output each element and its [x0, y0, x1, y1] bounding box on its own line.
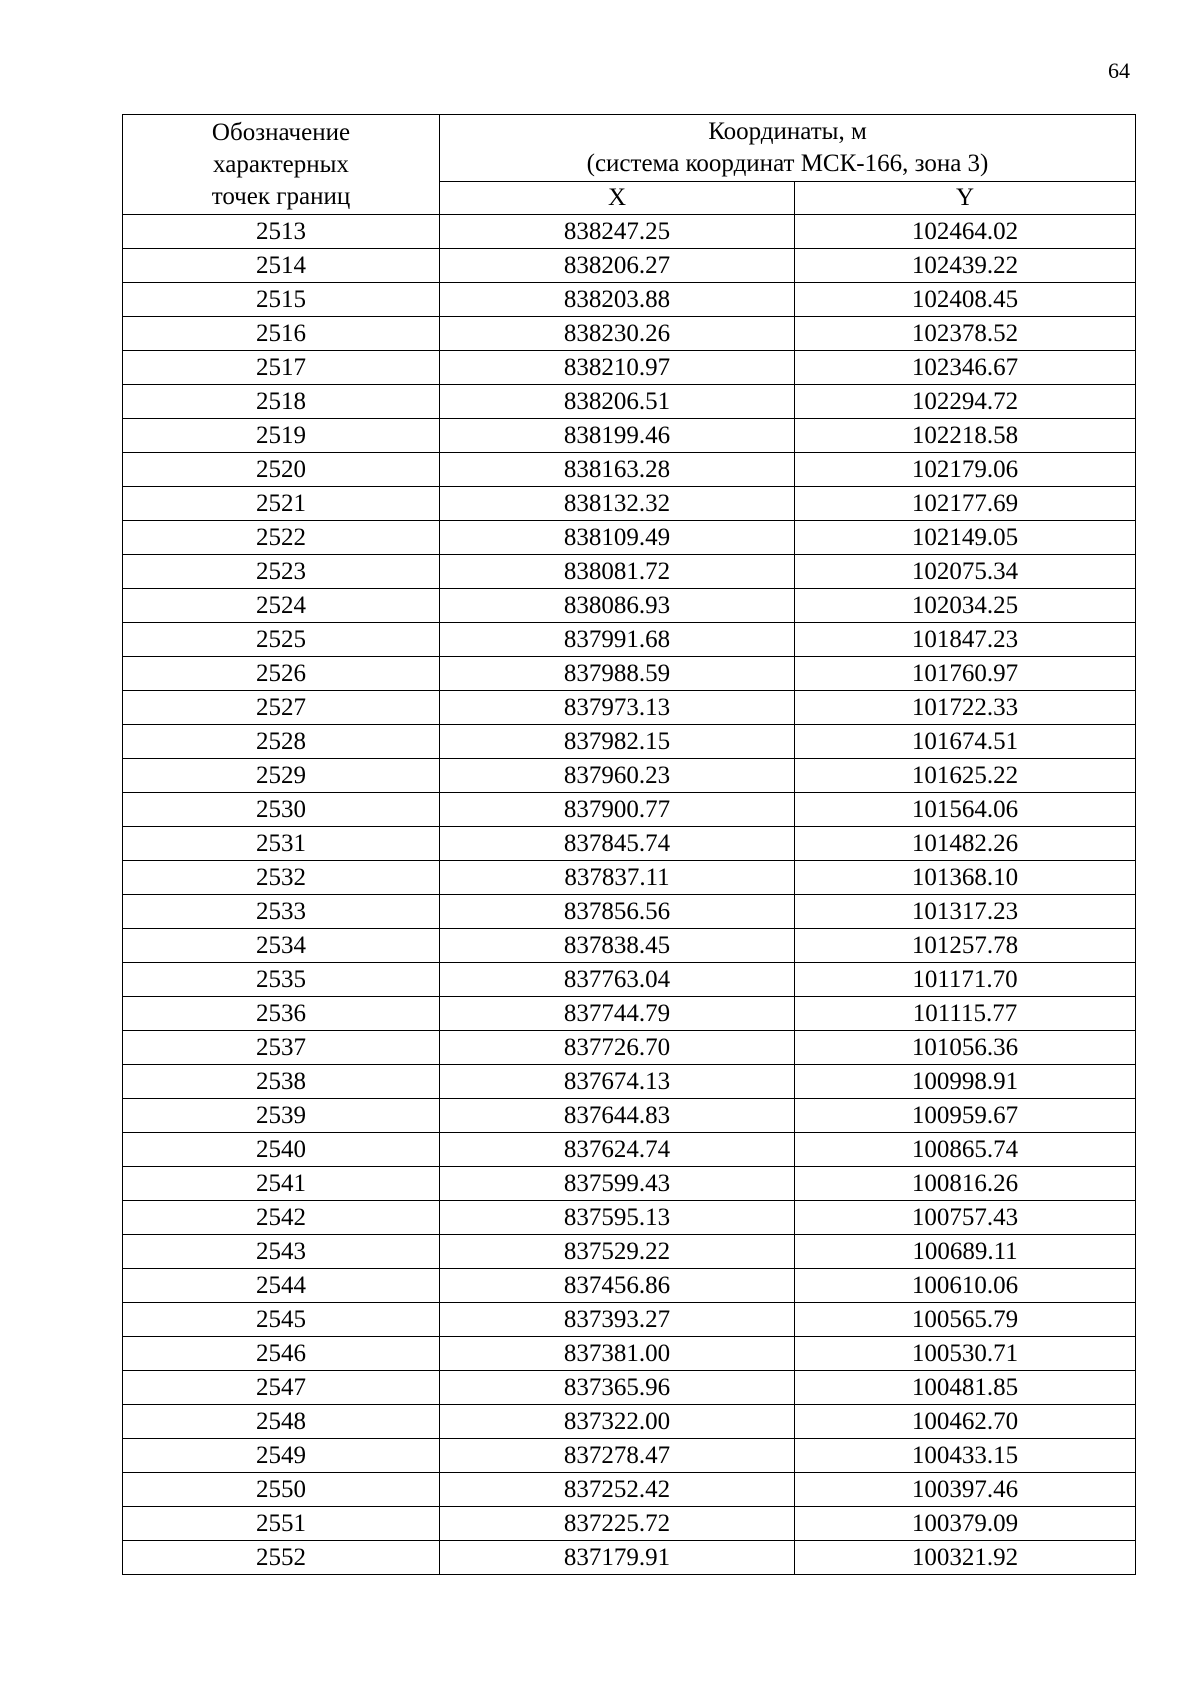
y-coordinate-cell: 100689.11 — [795, 1235, 1136, 1269]
y-coordinate-cell: 101625.22 — [795, 759, 1136, 793]
designation-header-line: Обозначение — [211, 118, 351, 146]
y-coordinate-cell: 101171.70 — [795, 963, 1136, 997]
designation-header-line: точек границ — [211, 182, 351, 210]
x-coordinate-cell: 838206.51 — [440, 385, 795, 419]
point-cell: 2535 — [123, 963, 440, 997]
y-coordinate-cell: 100530.71 — [795, 1337, 1136, 1371]
y-column-header: Y — [795, 182, 1136, 215]
table-row — [123, 1235, 1136, 1269]
coordinates-header — [440, 115, 1136, 182]
x-coordinate-cell: 837838.45 — [440, 929, 795, 963]
x-coordinate-cell: 838247.25 — [440, 215, 795, 249]
table-row — [123, 385, 1136, 419]
point-cell: 2525 — [123, 623, 440, 657]
table-row — [123, 963, 1136, 997]
point-cell: 2550 — [123, 1473, 440, 1507]
point-cell: 2524 — [123, 589, 440, 623]
point-cell: 2515 — [123, 283, 440, 317]
point-cell: 2529 — [123, 759, 440, 793]
y-coordinate-cell: 100397.46 — [795, 1473, 1136, 1507]
point-cell: 2541 — [123, 1167, 440, 1201]
x-coordinate-cell: 837726.70 — [440, 1031, 795, 1065]
y-coordinate-cell: 102378.52 — [795, 317, 1136, 351]
table-row — [123, 589, 1136, 623]
point-cell: 2552 — [123, 1541, 440, 1575]
x-coordinate-cell: 837599.43 — [440, 1167, 795, 1201]
y-coordinate-cell: 100462.70 — [795, 1405, 1136, 1439]
point-cell: 2523 — [123, 555, 440, 589]
point-cell: 2542 — [123, 1201, 440, 1235]
x-coordinate-cell: 838081.72 — [440, 555, 795, 589]
y-coordinate-cell: 101674.51 — [795, 725, 1136, 759]
x-coordinate-cell: 837252.42 — [440, 1473, 795, 1507]
y-coordinate-cell: 101847.23 — [795, 623, 1136, 657]
point-cell: 2546 — [123, 1337, 440, 1371]
x-coordinate-cell: 837856.56 — [440, 895, 795, 929]
x-coordinate-cell: 837393.27 — [440, 1303, 795, 1337]
y-coordinate-cell: 102075.34 — [795, 555, 1136, 589]
point-cell: 2527 — [123, 691, 440, 725]
table-row — [123, 793, 1136, 827]
point-cell: 2551 — [123, 1507, 440, 1541]
y-coordinate-cell: 101317.23 — [795, 895, 1136, 929]
x-coordinate-cell: 837991.68 — [440, 623, 795, 657]
designation-header-line: характерных — [213, 150, 349, 178]
y-coordinate-cell: 102408.45 — [795, 283, 1136, 317]
table-row — [123, 895, 1136, 929]
table-row — [123, 1439, 1136, 1473]
x-coordinate-cell: 837744.79 — [440, 997, 795, 1031]
point-cell: 2539 — [123, 1099, 440, 1133]
x-coordinate-cell: 837179.91 — [440, 1541, 795, 1575]
point-cell: 2517 — [123, 351, 440, 385]
table-row — [123, 1099, 1136, 1133]
x-coordinate-cell: 837763.04 — [440, 963, 795, 997]
x-coordinate-cell: 837278.47 — [440, 1439, 795, 1473]
table-row — [123, 1269, 1136, 1303]
point-cell: 2534 — [123, 929, 440, 963]
y-coordinate-cell: 102218.58 — [795, 419, 1136, 453]
y-coordinate-cell: 102177.69 — [795, 487, 1136, 521]
x-coordinate-cell: 838199.46 — [440, 419, 795, 453]
point-cell: 2549 — [123, 1439, 440, 1473]
x-coordinate-cell: 837225.72 — [440, 1507, 795, 1541]
x-coordinate-cell: 838109.49 — [440, 521, 795, 555]
x-coordinate-cell: 838163.28 — [440, 453, 795, 487]
table-row — [123, 487, 1136, 521]
y-coordinate-cell: 100379.09 — [795, 1507, 1136, 1541]
x-coordinate-cell: 838230.26 — [440, 317, 795, 351]
coordinates-table — [122, 114, 1136, 1575]
y-coordinate-cell: 102294.72 — [795, 385, 1136, 419]
table-row — [123, 555, 1136, 589]
x-coordinate-cell: 837456.86 — [440, 1269, 795, 1303]
point-cell: 2521 — [123, 487, 440, 521]
table-row — [123, 1473, 1136, 1507]
point-cell: 2518 — [123, 385, 440, 419]
y-coordinate-cell: 100433.15 — [795, 1439, 1136, 1473]
point-cell: 2543 — [123, 1235, 440, 1269]
point-cell: 2548 — [123, 1405, 440, 1439]
point-cell: 2545 — [123, 1303, 440, 1337]
y-coordinate-cell: 102346.67 — [795, 351, 1136, 385]
designation-header — [123, 115, 440, 215]
y-coordinate-cell: 101564.06 — [795, 793, 1136, 827]
y-coordinate-cell: 102149.05 — [795, 521, 1136, 555]
point-cell: 2547 — [123, 1371, 440, 1405]
table-row — [123, 657, 1136, 691]
coordinates-header-line: (система координат МСК-166, зона 3) — [586, 150, 989, 177]
page-number: 64 — [1108, 58, 1130, 83]
table-row — [123, 1541, 1136, 1575]
table-row — [123, 1405, 1136, 1439]
x-coordinate-cell: 837900.77 — [440, 793, 795, 827]
x-coordinate-cell: 837982.15 — [440, 725, 795, 759]
point-cell: 2533 — [123, 895, 440, 929]
x-coordinate-cell: 837624.74 — [440, 1133, 795, 1167]
table-body — [123, 215, 1136, 1575]
y-coordinate-cell: 100481.85 — [795, 1371, 1136, 1405]
y-coordinate-cell: 100321.92 — [795, 1541, 1136, 1575]
table-row — [123, 1167, 1136, 1201]
point-cell: 2537 — [123, 1031, 440, 1065]
x-coordinate-cell: 837973.13 — [440, 691, 795, 725]
x-coordinate-cell: 837529.22 — [440, 1235, 795, 1269]
table-row — [123, 1031, 1136, 1065]
table-header — [123, 115, 1136, 215]
x-coordinate-cell: 837365.96 — [440, 1371, 795, 1405]
table-row — [123, 861, 1136, 895]
point-cell: 2528 — [123, 725, 440, 759]
x-coordinate-cell: 838132.32 — [440, 487, 795, 521]
y-coordinate-cell: 101056.36 — [795, 1031, 1136, 1065]
table-row — [123, 521, 1136, 555]
table-row — [123, 249, 1136, 283]
y-coordinate-cell: 101482.26 — [795, 827, 1136, 861]
y-coordinate-cell: 100959.67 — [795, 1099, 1136, 1133]
point-cell: 2514 — [123, 249, 440, 283]
x-coordinate-cell: 838086.93 — [440, 589, 795, 623]
point-cell: 2519 — [123, 419, 440, 453]
table-row — [123, 827, 1136, 861]
y-coordinate-cell: 102464.02 — [795, 215, 1136, 249]
table-row — [123, 1337, 1136, 1371]
table-row — [123, 1201, 1136, 1235]
y-coordinate-cell: 100865.74 — [795, 1133, 1136, 1167]
x-coordinate-cell: 837674.13 — [440, 1065, 795, 1099]
x-coordinate-cell: 837644.83 — [440, 1099, 795, 1133]
coordinates-header-line: Координаты, м — [708, 118, 867, 145]
table-row — [123, 351, 1136, 385]
table-row — [123, 929, 1136, 963]
y-coordinate-cell: 101368.10 — [795, 861, 1136, 895]
y-coordinate-cell: 101115.77 — [795, 997, 1136, 1031]
point-cell: 2516 — [123, 317, 440, 351]
table-row — [123, 623, 1136, 657]
x-column-header: X — [440, 182, 795, 215]
table-row — [123, 1371, 1136, 1405]
point-cell: 2540 — [123, 1133, 440, 1167]
point-cell: 2513 — [123, 215, 440, 249]
point-cell: 2532 — [123, 861, 440, 895]
x-coordinate-cell: 838206.27 — [440, 249, 795, 283]
table-row — [123, 1065, 1136, 1099]
y-coordinate-cell: 100998.91 — [795, 1065, 1136, 1099]
x-coordinate-cell: 837837.11 — [440, 861, 795, 895]
x-coordinate-cell: 838210.97 — [440, 351, 795, 385]
table-row — [123, 725, 1136, 759]
x-coordinate-cell: 838203.88 — [440, 283, 795, 317]
x-coordinate-cell: 837322.00 — [440, 1405, 795, 1439]
y-coordinate-cell: 100610.06 — [795, 1269, 1136, 1303]
x-coordinate-cell: 837595.13 — [440, 1201, 795, 1235]
table-row — [123, 997, 1136, 1031]
table-row — [123, 1133, 1136, 1167]
x-coordinate-cell: 837381.00 — [440, 1337, 795, 1371]
y-coordinate-cell: 102439.22 — [795, 249, 1136, 283]
table-row — [123, 1303, 1136, 1337]
y-coordinate-cell: 100816.26 — [795, 1167, 1136, 1201]
y-coordinate-cell: 102034.25 — [795, 589, 1136, 623]
point-cell: 2526 — [123, 657, 440, 691]
x-coordinate-cell: 837960.23 — [440, 759, 795, 793]
point-cell: 2536 — [123, 997, 440, 1031]
y-coordinate-cell: 101257.78 — [795, 929, 1136, 963]
point-cell: 2538 — [123, 1065, 440, 1099]
table-row — [123, 283, 1136, 317]
y-coordinate-cell: 101722.33 — [795, 691, 1136, 725]
x-coordinate-cell: 837988.59 — [440, 657, 795, 691]
x-coordinate-cell: 837845.74 — [440, 827, 795, 861]
table-row — [123, 453, 1136, 487]
y-coordinate-cell: 100565.79 — [795, 1303, 1136, 1337]
table-row — [123, 691, 1136, 725]
point-cell: 2544 — [123, 1269, 440, 1303]
table-row — [123, 215, 1136, 249]
point-cell: 2520 — [123, 453, 440, 487]
point-cell: 2531 — [123, 827, 440, 861]
table-row — [123, 317, 1136, 351]
table-row — [123, 419, 1136, 453]
table-row — [123, 759, 1136, 793]
point-cell: 2530 — [123, 793, 440, 827]
point-cell: 2522 — [123, 521, 440, 555]
y-coordinate-cell: 100757.43 — [795, 1201, 1136, 1235]
table-row — [123, 1507, 1136, 1541]
y-coordinate-cell: 101760.97 — [795, 657, 1136, 691]
y-coordinate-cell: 102179.06 — [795, 453, 1136, 487]
